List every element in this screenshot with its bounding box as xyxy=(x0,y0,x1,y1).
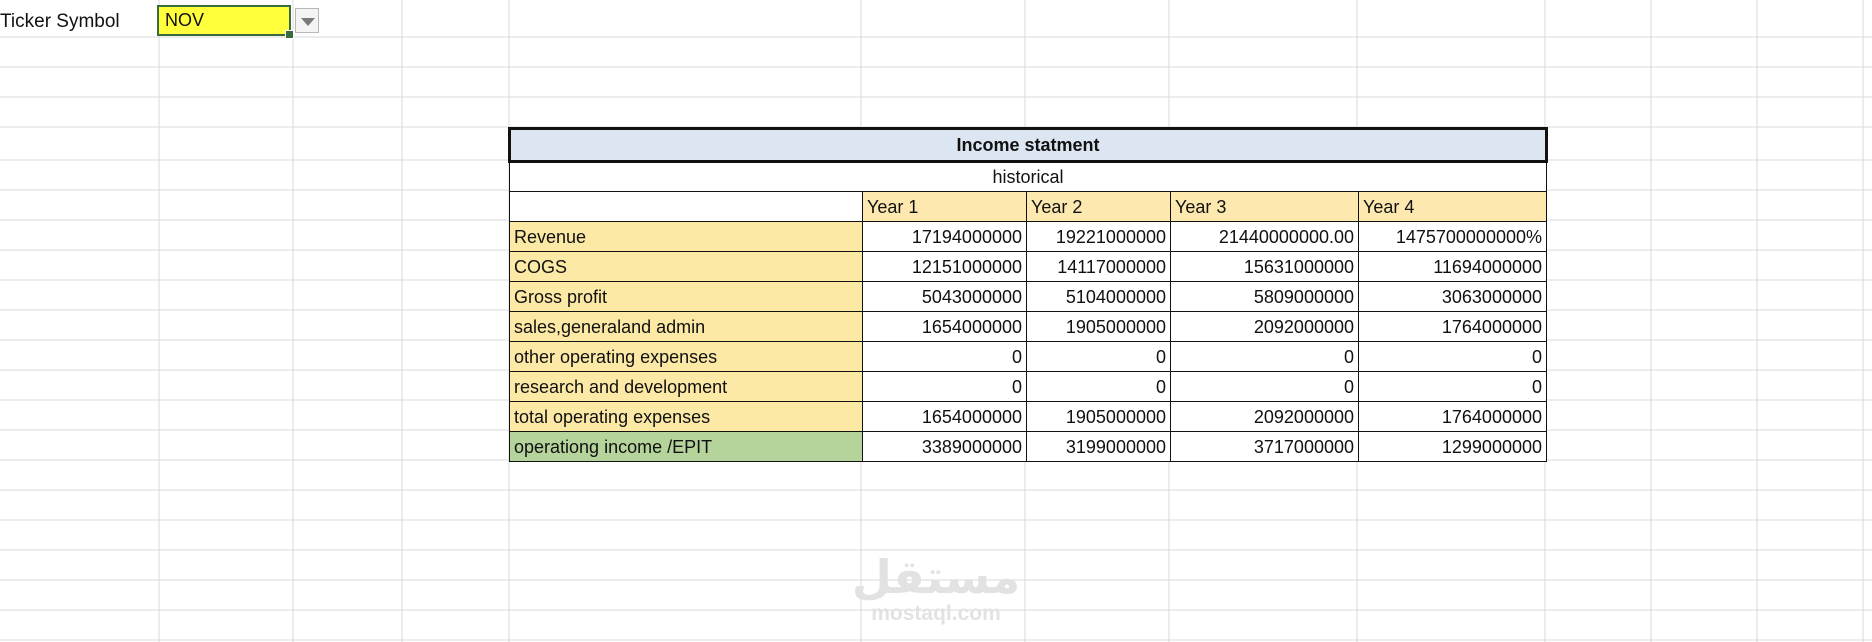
row-label-operating-income[interactable]: operationg income /EPIT xyxy=(510,432,863,462)
value-cell[interactable]: 14117000000 xyxy=(1027,252,1171,282)
value-cell[interactable]: 0 xyxy=(1027,342,1171,372)
ticker-symbol-label: Ticker Symbol xyxy=(0,11,120,32)
table-row xyxy=(510,432,1547,462)
value-cell[interactable]: 1905000000 xyxy=(1027,312,1171,342)
value-cell[interactable]: 1905000000 xyxy=(1027,402,1171,432)
value-cell[interactable]: 5043000000 xyxy=(863,282,1027,312)
table-row xyxy=(510,342,1547,372)
value-cell[interactable]: 2092000000 xyxy=(1171,402,1359,432)
watermark-logo: مستقل xyxy=(851,550,1021,604)
header-blank-cell[interactable] xyxy=(510,192,863,222)
value-cell[interactable]: 0 xyxy=(1359,372,1547,402)
value-cell[interactable]: 3717000000 xyxy=(1171,432,1359,462)
value-cell[interactable]: 15631000000 xyxy=(1171,252,1359,282)
value-cell[interactable]: 12151000000 xyxy=(863,252,1027,282)
year-header-cell[interactable]: Year 4 xyxy=(1359,192,1547,222)
value-cell[interactable]: 5104000000 xyxy=(1027,282,1171,312)
ticker-symbol-cell[interactable] xyxy=(157,5,291,36)
value-cell[interactable]: 0 xyxy=(863,342,1027,372)
value-cell[interactable]: 11694000000 xyxy=(1359,252,1547,282)
value-cell[interactable]: 0 xyxy=(1171,342,1359,372)
value-cell[interactable]: 1654000000 xyxy=(863,402,1027,432)
value-cell[interactable]: 1475700000000% xyxy=(1359,222,1547,252)
table-row xyxy=(510,312,1547,342)
row-label-sga[interactable]: sales,generaland admin xyxy=(510,312,863,342)
year-header-cell[interactable]: Year 2 xyxy=(1027,192,1171,222)
value-cell[interactable]: 1654000000 xyxy=(863,312,1027,342)
value-cell[interactable]: 0 xyxy=(1359,342,1547,372)
value-cell[interactable]: 19221000000 xyxy=(1027,222,1171,252)
value-cell[interactable]: 1299000000 xyxy=(1359,432,1547,462)
fill-handle[interactable] xyxy=(285,30,294,39)
value-cell[interactable]: 3199000000 xyxy=(1027,432,1171,462)
row-label-research-and-development[interactable]: research and development xyxy=(510,372,863,402)
value-cell[interactable]: 0 xyxy=(1171,372,1359,402)
value-cell[interactable]: 1764000000 xyxy=(1359,312,1547,342)
watermark-domain: mostaql.com xyxy=(871,602,1001,625)
income-statement-table xyxy=(508,127,1548,462)
value-cell[interactable]: 3063000000 xyxy=(1359,282,1547,312)
row-label-cogs[interactable]: COGS xyxy=(510,252,863,282)
value-cell[interactable]: 21440000000.00 xyxy=(1171,222,1359,252)
historical-subtitle[interactable]: historical xyxy=(510,162,1547,192)
table-row xyxy=(510,222,1547,252)
value-cell[interactable]: 5809000000 xyxy=(1171,282,1359,312)
row-label-total-operating-expenses[interactable]: total operating expenses xyxy=(510,402,863,432)
row-label-gross-profit[interactable]: Gross profit xyxy=(510,282,863,312)
year-header-cell[interactable]: Year 1 xyxy=(863,192,1027,222)
value-cell[interactable]: 0 xyxy=(1027,372,1171,402)
value-cell[interactable]: 17194000000 xyxy=(863,222,1027,252)
ticker-symbol-value: NOV xyxy=(165,10,205,30)
table-row xyxy=(510,402,1547,432)
value-cell[interactable]: 2092000000 xyxy=(1171,312,1359,342)
ticker-dropdown-button[interactable] xyxy=(295,8,319,33)
chevron-down-icon xyxy=(301,18,315,26)
income-statement-title[interactable]: Income statment xyxy=(510,129,1547,162)
table-row xyxy=(510,282,1547,312)
year-header-cell[interactable]: Year 3 xyxy=(1171,192,1359,222)
table-row xyxy=(510,372,1547,402)
row-label-revenue[interactable]: Revenue xyxy=(510,222,863,252)
value-cell[interactable]: 3389000000 xyxy=(863,432,1027,462)
value-cell[interactable]: 0 xyxy=(863,372,1027,402)
value-cell[interactable]: 1764000000 xyxy=(1359,402,1547,432)
table-row xyxy=(510,252,1547,282)
row-label-other-operating-expenses[interactable]: other operating expenses xyxy=(510,342,863,372)
